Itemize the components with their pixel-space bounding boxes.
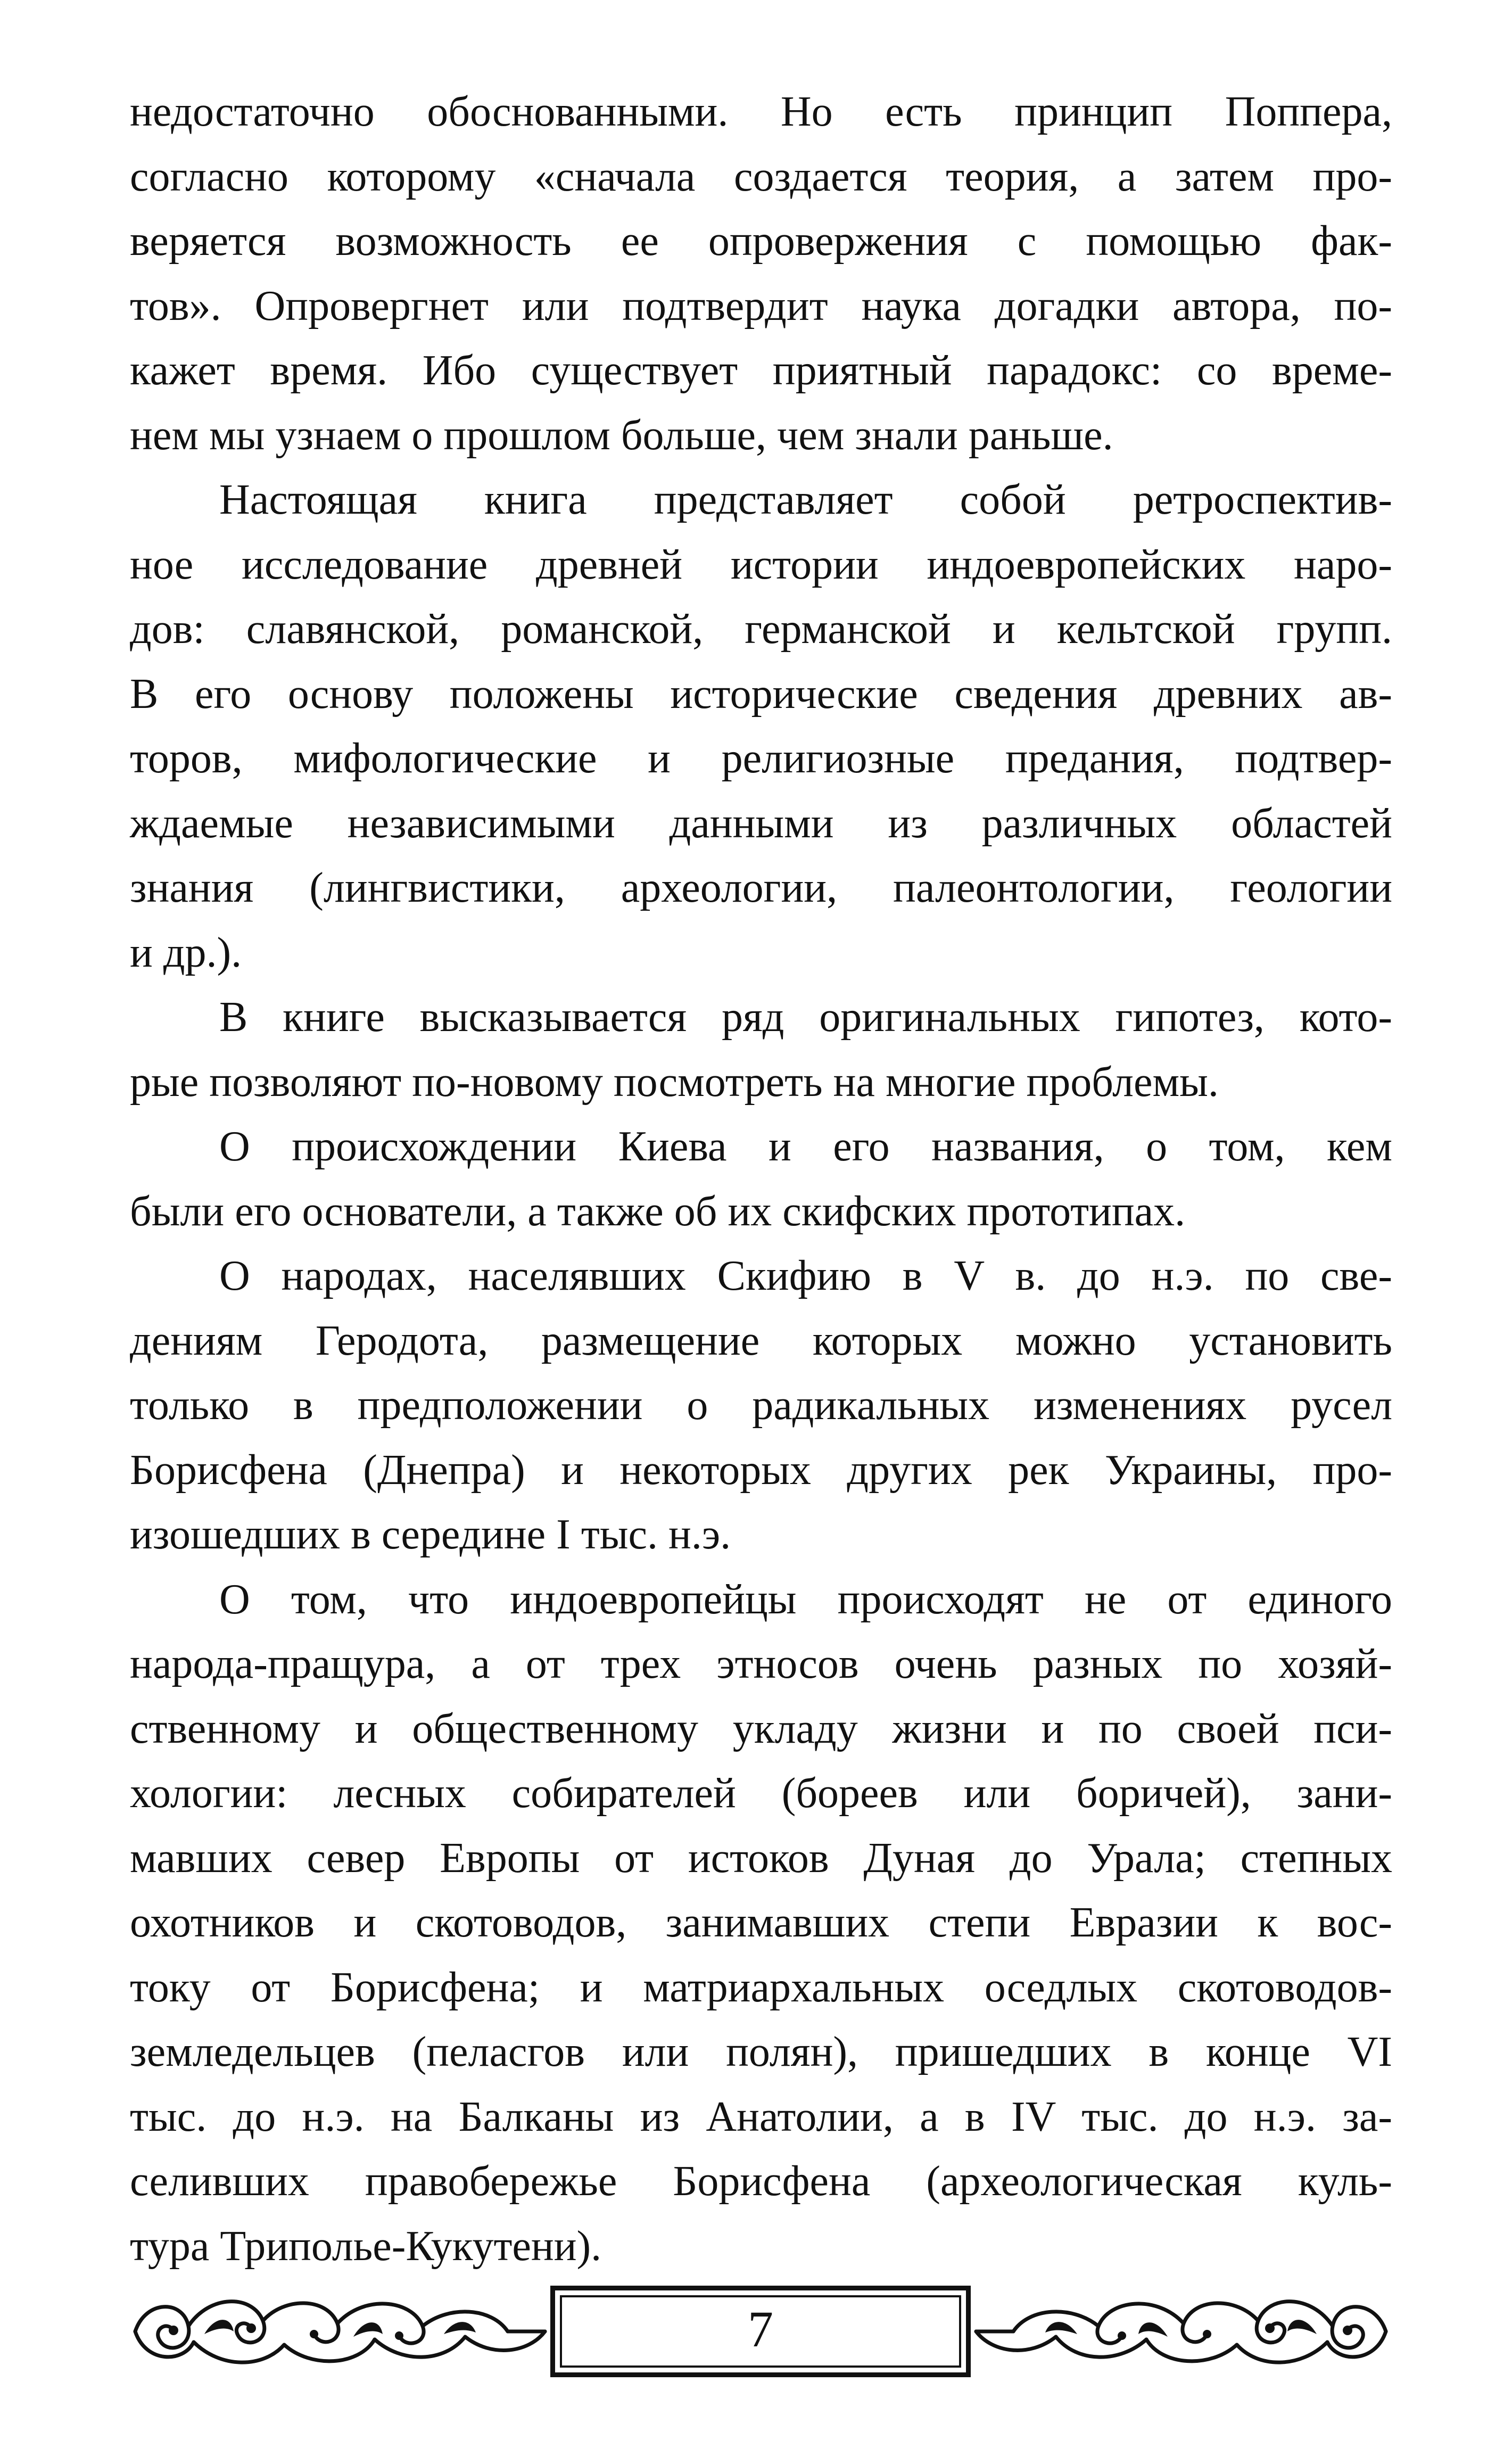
page-body [130,80,1392,2279]
text-line: О том, что индоевропейцы происходят не от единого [219,1576,1392,1623]
text-line: тура Триполье-Кукутени). [130,2222,602,2270]
text-line: народа-пращура, а от трех этносов очень разных по хозяй- [130,1641,1392,1687]
text-line: О происхождении Киева и его названия, о том, кем [219,1123,1392,1170]
text-line: ное исследование древней истории индоевропейских наро- [130,541,1392,588]
text-line: ждаемые независимыми данными из различных областей [130,799,1392,847]
text-line: веряется возможность ее опровержения с помощью фак- [130,218,1392,265]
text-line: нем мы узнаем о прошлом больше, чем знали раньше. [130,411,1113,459]
text-line: Настоящая книга представляет собой ретроспектив- [219,476,1392,523]
page-number-frame [550,2286,971,2377]
text-line: О народах, населявших Скифию в V в. до н.э. по све- [219,1252,1392,1299]
text-line: мавших север Европы от истоков Дуная до Урала; степных [130,1834,1392,1882]
baroque-scroll-ornament-icon [125,2284,550,2379]
text-line: Борисфена (Днепра) и некоторых других рек Украины, про- [130,1446,1392,1494]
text-line: тов». Опровергнет или подтвердит наука догадки автора, по- [130,282,1392,329]
page-footer [125,2278,1397,2385]
text-line: кажет время. Ибо существует приятный парадокс: со време- [130,347,1392,394]
text-line: селивших правобережье Борисфена (археологическая куль- [130,2158,1392,2205]
text-line: охотников и скотоводов, занимавших степи Евразии к вос- [130,1899,1392,1946]
text-line: были его основатели, а также об их скифских прототипах. [130,1188,1186,1235]
page-number: 7 [748,2301,773,2358]
paragraph [130,1568,1392,2279]
text-line: и др.). [130,929,242,976]
paragraph [130,1115,1392,1244]
text-line: хологии: лесных собирателей (бореев или боричей), зани- [130,1770,1392,1817]
text-line: В книге высказывается ряд оригинальных гипотез, кото- [219,994,1392,1041]
paragraph [130,80,1392,468]
text-line: В его основу положены исторические сведения древних ав- [130,670,1392,718]
paragraph [130,468,1392,985]
text-line: только в предположении о радикальных изменениях русел [130,1382,1392,1429]
text-line: току от Борисфена; и матриархальных оседлых скотоводов- [130,1964,1392,2011]
baroque-scroll-ornament-icon [971,2284,1397,2379]
paragraph [130,985,1392,1115]
text-line: дениям Геродота, размещение которых можно установить [130,1317,1392,1364]
text-line: земледельцев (пеласгов или полян), пришедших в конце VI [130,2029,1392,2075]
text-line: согласно которому «сначала создается теория, а затем про- [130,153,1392,200]
text-line: тыс. до н.э. на Балканы из Анатолии, а в IV тыс. до н.э. за- [130,2093,1392,2140]
text-line: дов: славянской, романской, германской и кельтской групп. [130,606,1392,653]
text-line: недостаточно обоснованными. Но есть принцип Поппера, [130,88,1392,135]
text-line: изошедших в середине I тыс. н.э. [130,1511,731,1558]
paragraph [130,1244,1392,1568]
text-line: торов, мифологические и религиозные предания, подтвер- [130,735,1392,782]
text-line: рые позволяют по-новому посмотреть на многие проблемы. [130,1058,1219,1106]
text-line: ственному и общественному укладу жизни и по своей пси- [130,1705,1392,1752]
text-line: знания (лингвистики, археологии, палеонтологии, геологии [130,864,1392,911]
